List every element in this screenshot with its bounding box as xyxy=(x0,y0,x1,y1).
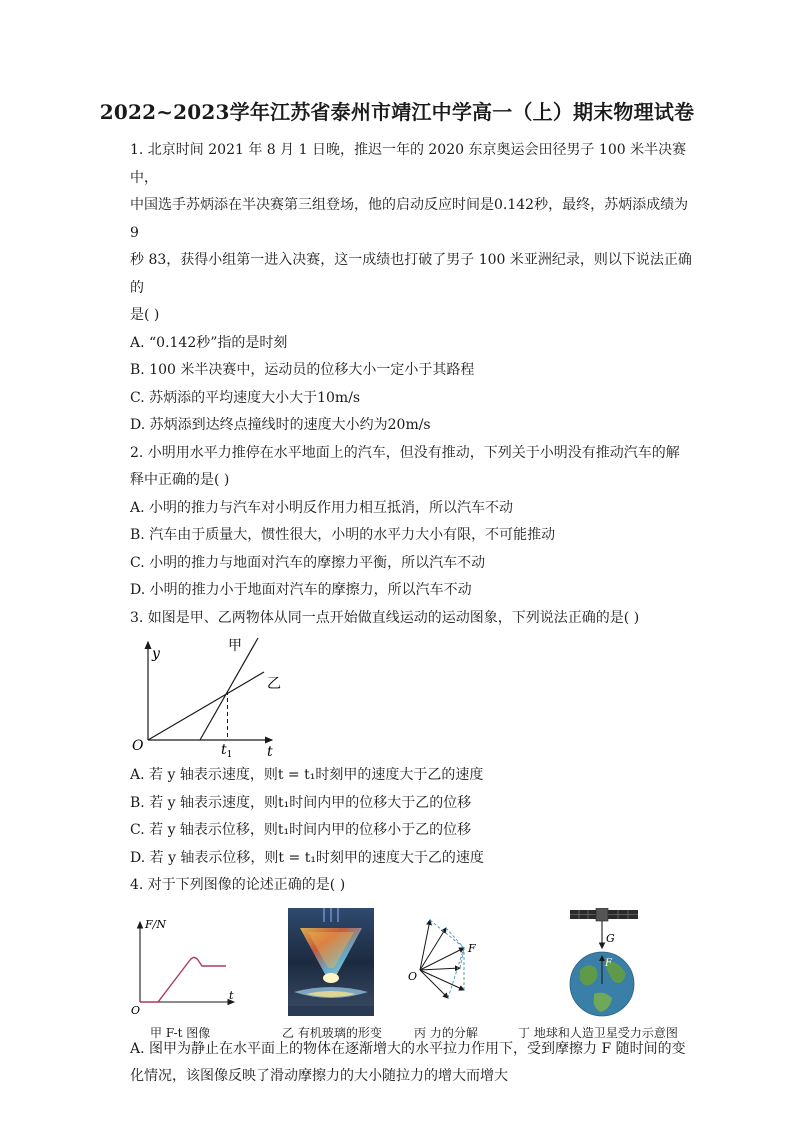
question-2-option-b: B. 汽车由于质量大，惯性很大，小明的水平力大小有限，不可能推动 xyxy=(130,527,556,543)
ft-origin-label: O xyxy=(131,1003,141,1017)
y-axis-label: y xyxy=(152,646,160,662)
question-4-figures xyxy=(130,908,696,1040)
gravity-label: G xyxy=(606,931,615,945)
decomposition-origin-label: O xyxy=(408,969,418,983)
question-3-option-d: D. 若 y 轴表示位移，则t = t₁时刻甲的速度大于乙的速度 xyxy=(130,849,484,866)
t-axis-label: t xyxy=(267,744,273,758)
question-2-option-c: C. 小明的推力与地面对汽车的摩擦力平衡，所以汽车不动 xyxy=(130,554,486,571)
question-2-option-d: D. 小明的推力小于地面对汽车的摩擦力，所以汽车不动 xyxy=(130,582,472,598)
question-3-option-b: B. 若 y 轴表示速度，则t₁时间内甲的位移大于乙的位移 xyxy=(130,794,472,811)
line-yi-label: 乙 xyxy=(267,676,281,692)
question-3 xyxy=(130,605,696,873)
force-decomposition-panel xyxy=(408,908,498,1016)
earth-satellite-panel xyxy=(560,908,650,1018)
question-1-line-3: 秒 83，获得小组第一进入决赛，这一成绩也打破了男子 100 米亚洲纪录，则以下说法正确的 xyxy=(130,252,692,296)
question-4-line-1: 4. 对于下列图像的论述正确的是( ) xyxy=(130,877,346,893)
friction-curve xyxy=(140,957,226,1002)
question-3-line-1: 3. 如图是甲、乙两物体从同一点开始做直线运动的运动图象，下列说法正确的是( ) xyxy=(130,609,640,626)
question-1-line-4: 是( ) xyxy=(130,307,160,323)
line-jia-label: 甲 xyxy=(228,638,242,654)
question-4-option-a-line-2: 化情况，该图像反映了滑动摩擦力的大小随拉力的增大而增大 xyxy=(130,1068,508,1084)
origin-label: O xyxy=(132,738,144,754)
question-3-option-c: C. 若 y 轴表示位移，则t₁时间内甲的位移小于乙的位移 xyxy=(130,822,472,838)
question-1-line-2: 中国选手苏炳添在半决赛第三组登场，他的启动反应时间是0.142秒，最终，苏炳添成绩为 9 xyxy=(130,197,689,241)
page-title: 2022~2023学年江苏省泰州市靖江中学高一（上）期末物理试卷 xyxy=(99,100,695,124)
ft-graph-panel xyxy=(130,908,240,1018)
question-1-option-b: B. 100 米半决赛中，运动员的位移大小一定小于其路程 xyxy=(130,362,475,378)
t1-tick-label: $t_1$ xyxy=(221,742,233,758)
question-1-option-d: D. 苏炳添到达终点撞线时的速度大小约为20m/s xyxy=(130,417,431,433)
f-axis-label: F/N xyxy=(145,917,166,931)
ft-t-axis-label: t xyxy=(229,988,234,1002)
motion-graph-figure xyxy=(130,634,696,758)
resultant-force-label: F xyxy=(468,941,476,955)
question-2-line-1: 2. 小明用水平力推停在水平地面上的汽车，但没有推动，下列关于小明没有推动汽车的解 xyxy=(130,444,680,461)
caption-jia: 甲 F-t 图像 xyxy=(150,1025,211,1040)
question-4 xyxy=(130,872,696,1091)
question-2 xyxy=(130,440,696,605)
question-1-option-a: A. “0.142秒”指的是时刻 xyxy=(130,334,288,351)
question-4-option-a-line-1: A. 图甲为静止在水平面上的物体在逐渐增大的水平拉力作用下，受到摩擦力 F 随时间的变 xyxy=(130,1040,686,1057)
organic-glass-photo xyxy=(288,908,374,1016)
question-list xyxy=(130,137,696,1091)
question-2-line-2: 释中正确的是( ) xyxy=(130,472,230,488)
question-1-line-1: 1. 北京时间 2021 年 8 月 1 日晚，推迟一年的 2020 东京奥运会田径男子 100 米半决赛中， xyxy=(130,142,687,186)
caption-bing: 丙 力的分解 xyxy=(414,1025,478,1040)
caption-yi: 乙 有机玻璃的形变 xyxy=(282,1025,382,1040)
question-2-option-a: A. 小明的推力与汽车对小明反作用力相互抵消，所以汽车不动 xyxy=(130,499,514,516)
question-3-option-a: A. 若 y 轴表示速度，则t = t₁时刻甲的速度大于乙的速度 xyxy=(130,767,484,783)
question-1 xyxy=(130,137,696,440)
question-1-option-c: C. 苏炳添的平均速度大小大于10m/s xyxy=(130,389,361,406)
caption-ding: 丁 地球和人造卫星受力示意图 xyxy=(518,1025,678,1040)
earth-force-label: F xyxy=(605,957,612,969)
satellite-icon xyxy=(570,908,638,921)
